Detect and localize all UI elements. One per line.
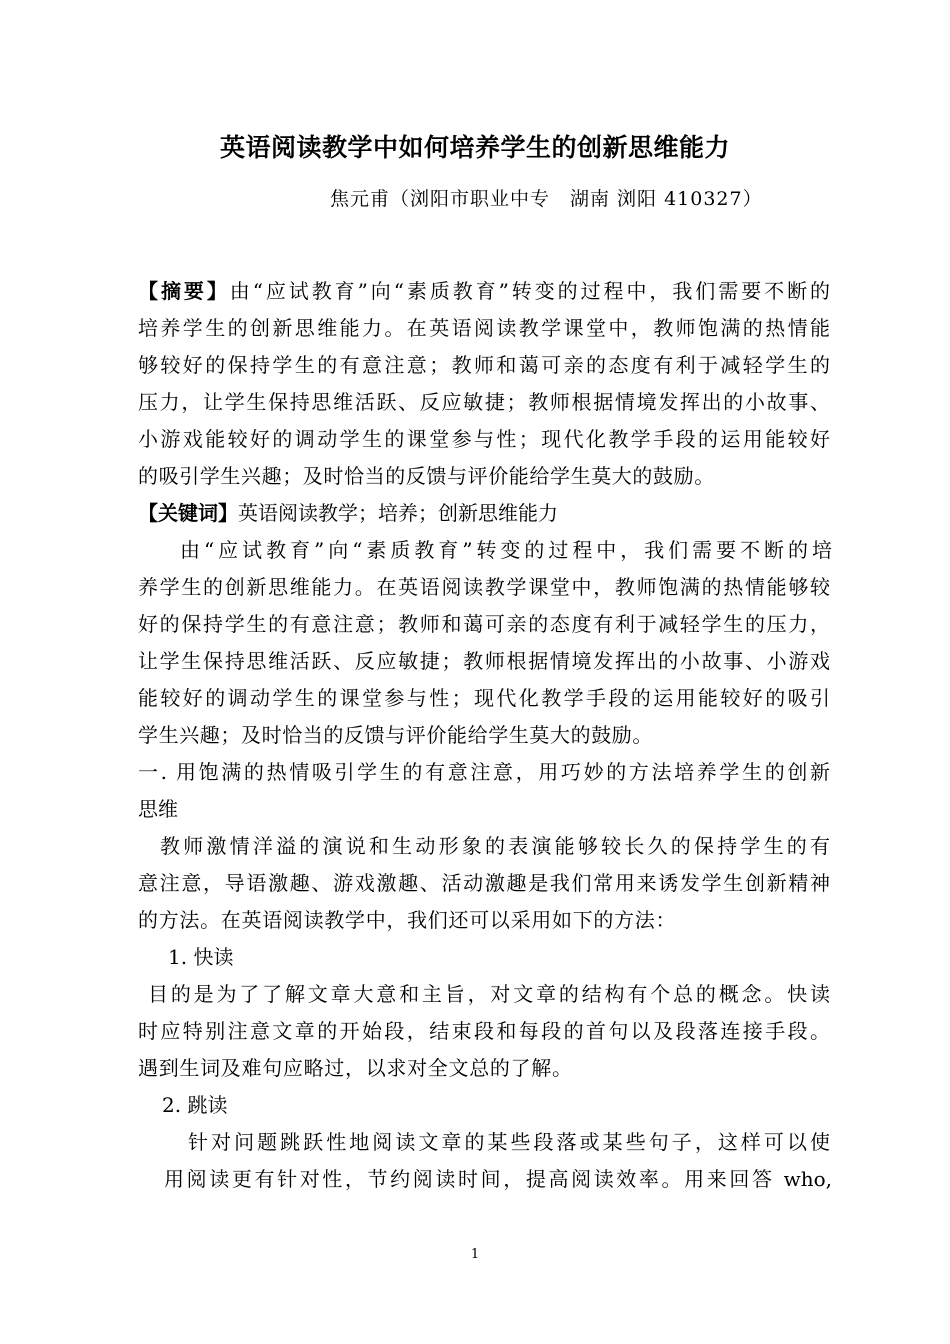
section-body-line: 教师激情洋溢的演说和生动形象的表演能够较长久的保持学生的有 bbox=[160, 834, 830, 858]
abstract-line bbox=[138, 276, 830, 306]
intro-line: 好的保持学生的有意注意；教师和蔼可亲的态度有利于减轻学生的压力， bbox=[138, 612, 830, 636]
section-body-line: 意注意，导语激趣、游戏激趣、活动激趣是我们常用来诱发学生创新精神 bbox=[138, 871, 830, 895]
intro-line: 养学生的创新思维能力。在英语阅读教学课堂中，教师饱满的热情能够较 bbox=[138, 575, 830, 599]
intro-line: 让学生保持思维活跃、反应敏捷；教师根据情境发挥出的小故事、小游戏 bbox=[138, 649, 830, 673]
abstract-line: 够较好的保持学生的有意注意；教师和蔼可亲的态度有利于减轻学生的 bbox=[138, 353, 830, 377]
abstract-line: 培养学生的创新思维能力。在英语阅读教学课堂中，教师饱满的热情能 bbox=[138, 316, 830, 340]
item-heading: 2. 跳读 bbox=[162, 1093, 228, 1117]
section-heading: 思维 bbox=[138, 797, 178, 821]
intro-line: 学生兴趣；及时恰当的反馈与评价能给学生莫大的鼓励。 bbox=[138, 723, 653, 747]
document-title: 英语阅读教学中如何培养学生的创新思维能力 bbox=[219, 133, 730, 162]
item-body-line: 用阅读更有针对性，节约阅读时间，提高阅读效率。用来回答 who, bbox=[164, 1167, 832, 1191]
intro-line: 由“应试教育”向“素质教育”转变的过程中，我们需要不断的培 bbox=[180, 538, 832, 562]
item-body-line: 目的是为了了解文章大意和主旨，对文章的结构有个总的概念。快读 bbox=[148, 982, 830, 1006]
abstract-tag: 【摘要】 bbox=[138, 279, 230, 303]
item-body-line: 遇到生词及难句应略过，以求对全文总的了解。 bbox=[138, 1056, 573, 1080]
item-body-line: 时应特别注意文章的开始段，结束段和每段的首句以及段落连接手段。 bbox=[138, 1019, 830, 1043]
abstract-line: 压力，让学生保持思维活跃、反应敏捷；教师根据情境发挥出的小故事、 bbox=[138, 390, 830, 414]
section-heading: 一. 用饱满的热情吸引学生的有意注意，用巧妙的方法培养学生的创新 bbox=[138, 760, 830, 784]
keywords-text: 英语阅读教学；培养；创新思维能力 bbox=[238, 501, 558, 525]
page-number: 1 bbox=[470, 1247, 480, 1262]
abstract-line: 小游戏能较好的调动学生的课堂参与性；现代化教学手段的运用能较好 bbox=[138, 427, 830, 451]
keywords-tag: 【关键词】 bbox=[138, 501, 238, 525]
abstract-text: 由“应试教育”向“素质教育”转变的过程中，我们需要不断的 bbox=[229, 279, 831, 303]
abstract-line: 的吸引学生兴趣；及时恰当的反馈与评价能给学生莫大的鼓励。 bbox=[138, 464, 715, 488]
item-heading: 1. 快读 bbox=[168, 945, 234, 969]
section-body-line: 的方法。在英语阅读教学中，我们还可以采用如下的方法： bbox=[138, 908, 677, 932]
keywords-line bbox=[138, 498, 830, 528]
item-body-line: 针对问题跳跃性地阅读文章的某些段落或某些句子，这样可以使 bbox=[188, 1130, 830, 1154]
author-affiliation: 焦元甫（浏阳市职业中专 湖南 浏阳 410327） bbox=[330, 188, 763, 210]
intro-line: 能较好的调动学生的课堂参与性；现代化教学手段的运用能较好的吸引 bbox=[138, 686, 830, 710]
